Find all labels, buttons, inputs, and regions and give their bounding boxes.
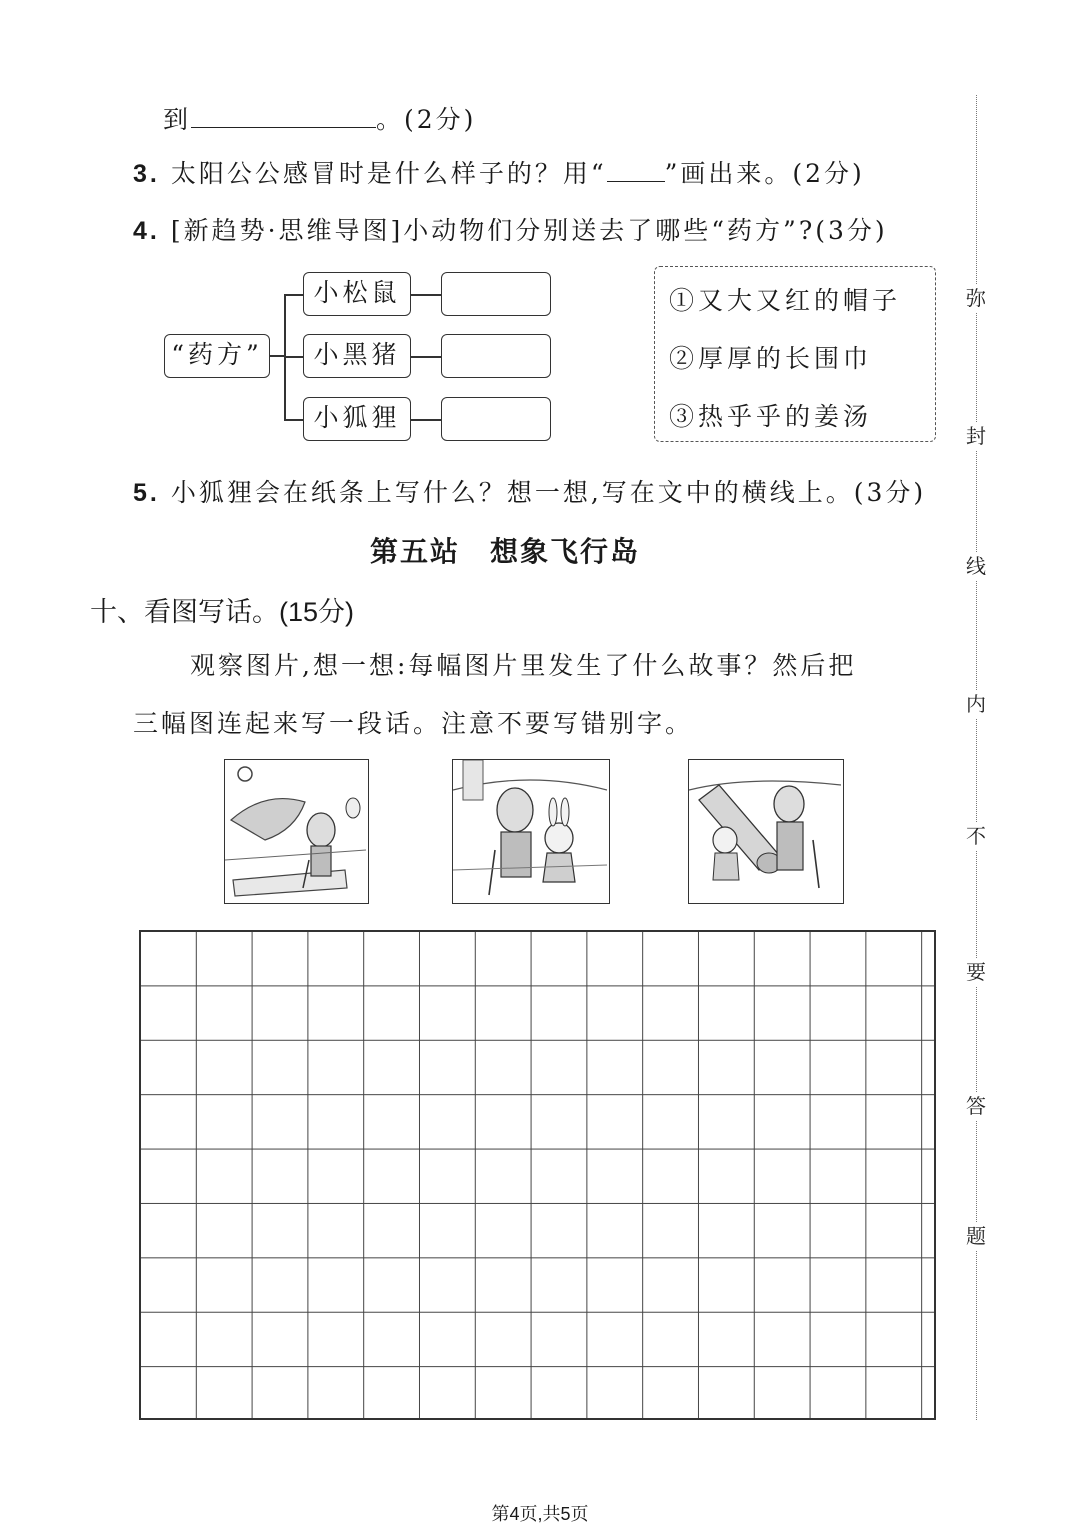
writing-grid[interactable] (139, 930, 936, 1420)
q3-number: 3. (133, 160, 160, 188)
goat-and-rabbit-illustration (453, 760, 607, 901)
q3-underline-sample (607, 177, 665, 182)
q2-suffix: 。(2分) (376, 105, 477, 134)
binding-char-4: 内 (962, 690, 990, 718)
goat-walking-illustration (225, 760, 366, 901)
q4-number: 4. (133, 217, 160, 245)
story-picture-1 (224, 759, 369, 904)
binding-char-3: 线 (962, 552, 990, 580)
binding-char-5: 不 (962, 822, 990, 850)
animal-box-pig (303, 334, 411, 378)
q5-text: 小狐狸会在纸条上写什么？想一想,写在文中的横线上。(3分) (170, 478, 927, 507)
question-4 (133, 211, 888, 247)
story-picture-2 (452, 759, 610, 904)
answer-connector-3 (411, 419, 442, 421)
branch-line-3 (284, 419, 304, 421)
q4-text: [新趋势·思维导图]小动物们分别送去了哪些“药方”?(3分) (170, 216, 888, 245)
q5-number: 5. (133, 479, 160, 507)
answer-connector-2 (411, 356, 442, 358)
animal-box-fox (303, 397, 411, 441)
question-5 (133, 473, 926, 509)
answer-connector-1 (411, 294, 442, 296)
q3-text-b: ”画出来。(2分) (664, 159, 865, 188)
branch-line-2 (284, 356, 304, 358)
options-box (654, 266, 936, 442)
binding-char-2: 封 (962, 422, 990, 450)
root-connector (270, 355, 284, 357)
binding-char-1: 弥 (962, 284, 990, 312)
option-2: ②厚厚的长围巾 (669, 344, 873, 373)
mindmap-root-label: “药方” (171, 340, 263, 369)
mindmap-root-box (164, 334, 270, 378)
animal-label-fox: 小狐狸 (313, 403, 401, 432)
q2-tail (163, 100, 476, 136)
q2-answer-blank[interactable] (191, 123, 376, 128)
q10-title: 十、看图写话。(15分) (90, 597, 355, 627)
q10-instruction-line1: 观察图片,想一想:每幅图片里发生了什么故事？然后把 (190, 651, 857, 680)
rabbit-moving-log-illustration (689, 760, 841, 901)
animal-label-squirrel: 小松鼠 (313, 278, 401, 307)
story-picture-3 (688, 759, 844, 904)
q10-instruction-line2: 三幅图连起来写一段话。注意不要写错别字。 (133, 709, 694, 738)
option-3: ③热乎乎的姜汤 (669, 402, 873, 431)
answer-box-3[interactable] (441, 397, 551, 441)
question-3 (133, 154, 865, 190)
answer-box-2[interactable] (441, 334, 551, 378)
q2-prefix: 到 (163, 105, 192, 134)
section-title: 第五站 想象飞行岛 (369, 535, 640, 568)
branch-line-1 (284, 294, 304, 296)
binding-char-7: 答 (962, 1092, 990, 1120)
animal-box-squirrel (303, 272, 411, 316)
answer-box-1[interactable] (441, 272, 551, 316)
page-footer: 第4页,共5页 (491, 1504, 589, 1524)
animal-label-pig: 小黑猪 (313, 340, 401, 369)
binding-char-6: 要 (962, 958, 990, 986)
binding-char-8: 题 (962, 1222, 990, 1250)
q3-text-a: 太阳公公感冒时是什么样子的？用“ (170, 159, 607, 188)
option-1: ①又大又红的帽子 (669, 286, 902, 315)
